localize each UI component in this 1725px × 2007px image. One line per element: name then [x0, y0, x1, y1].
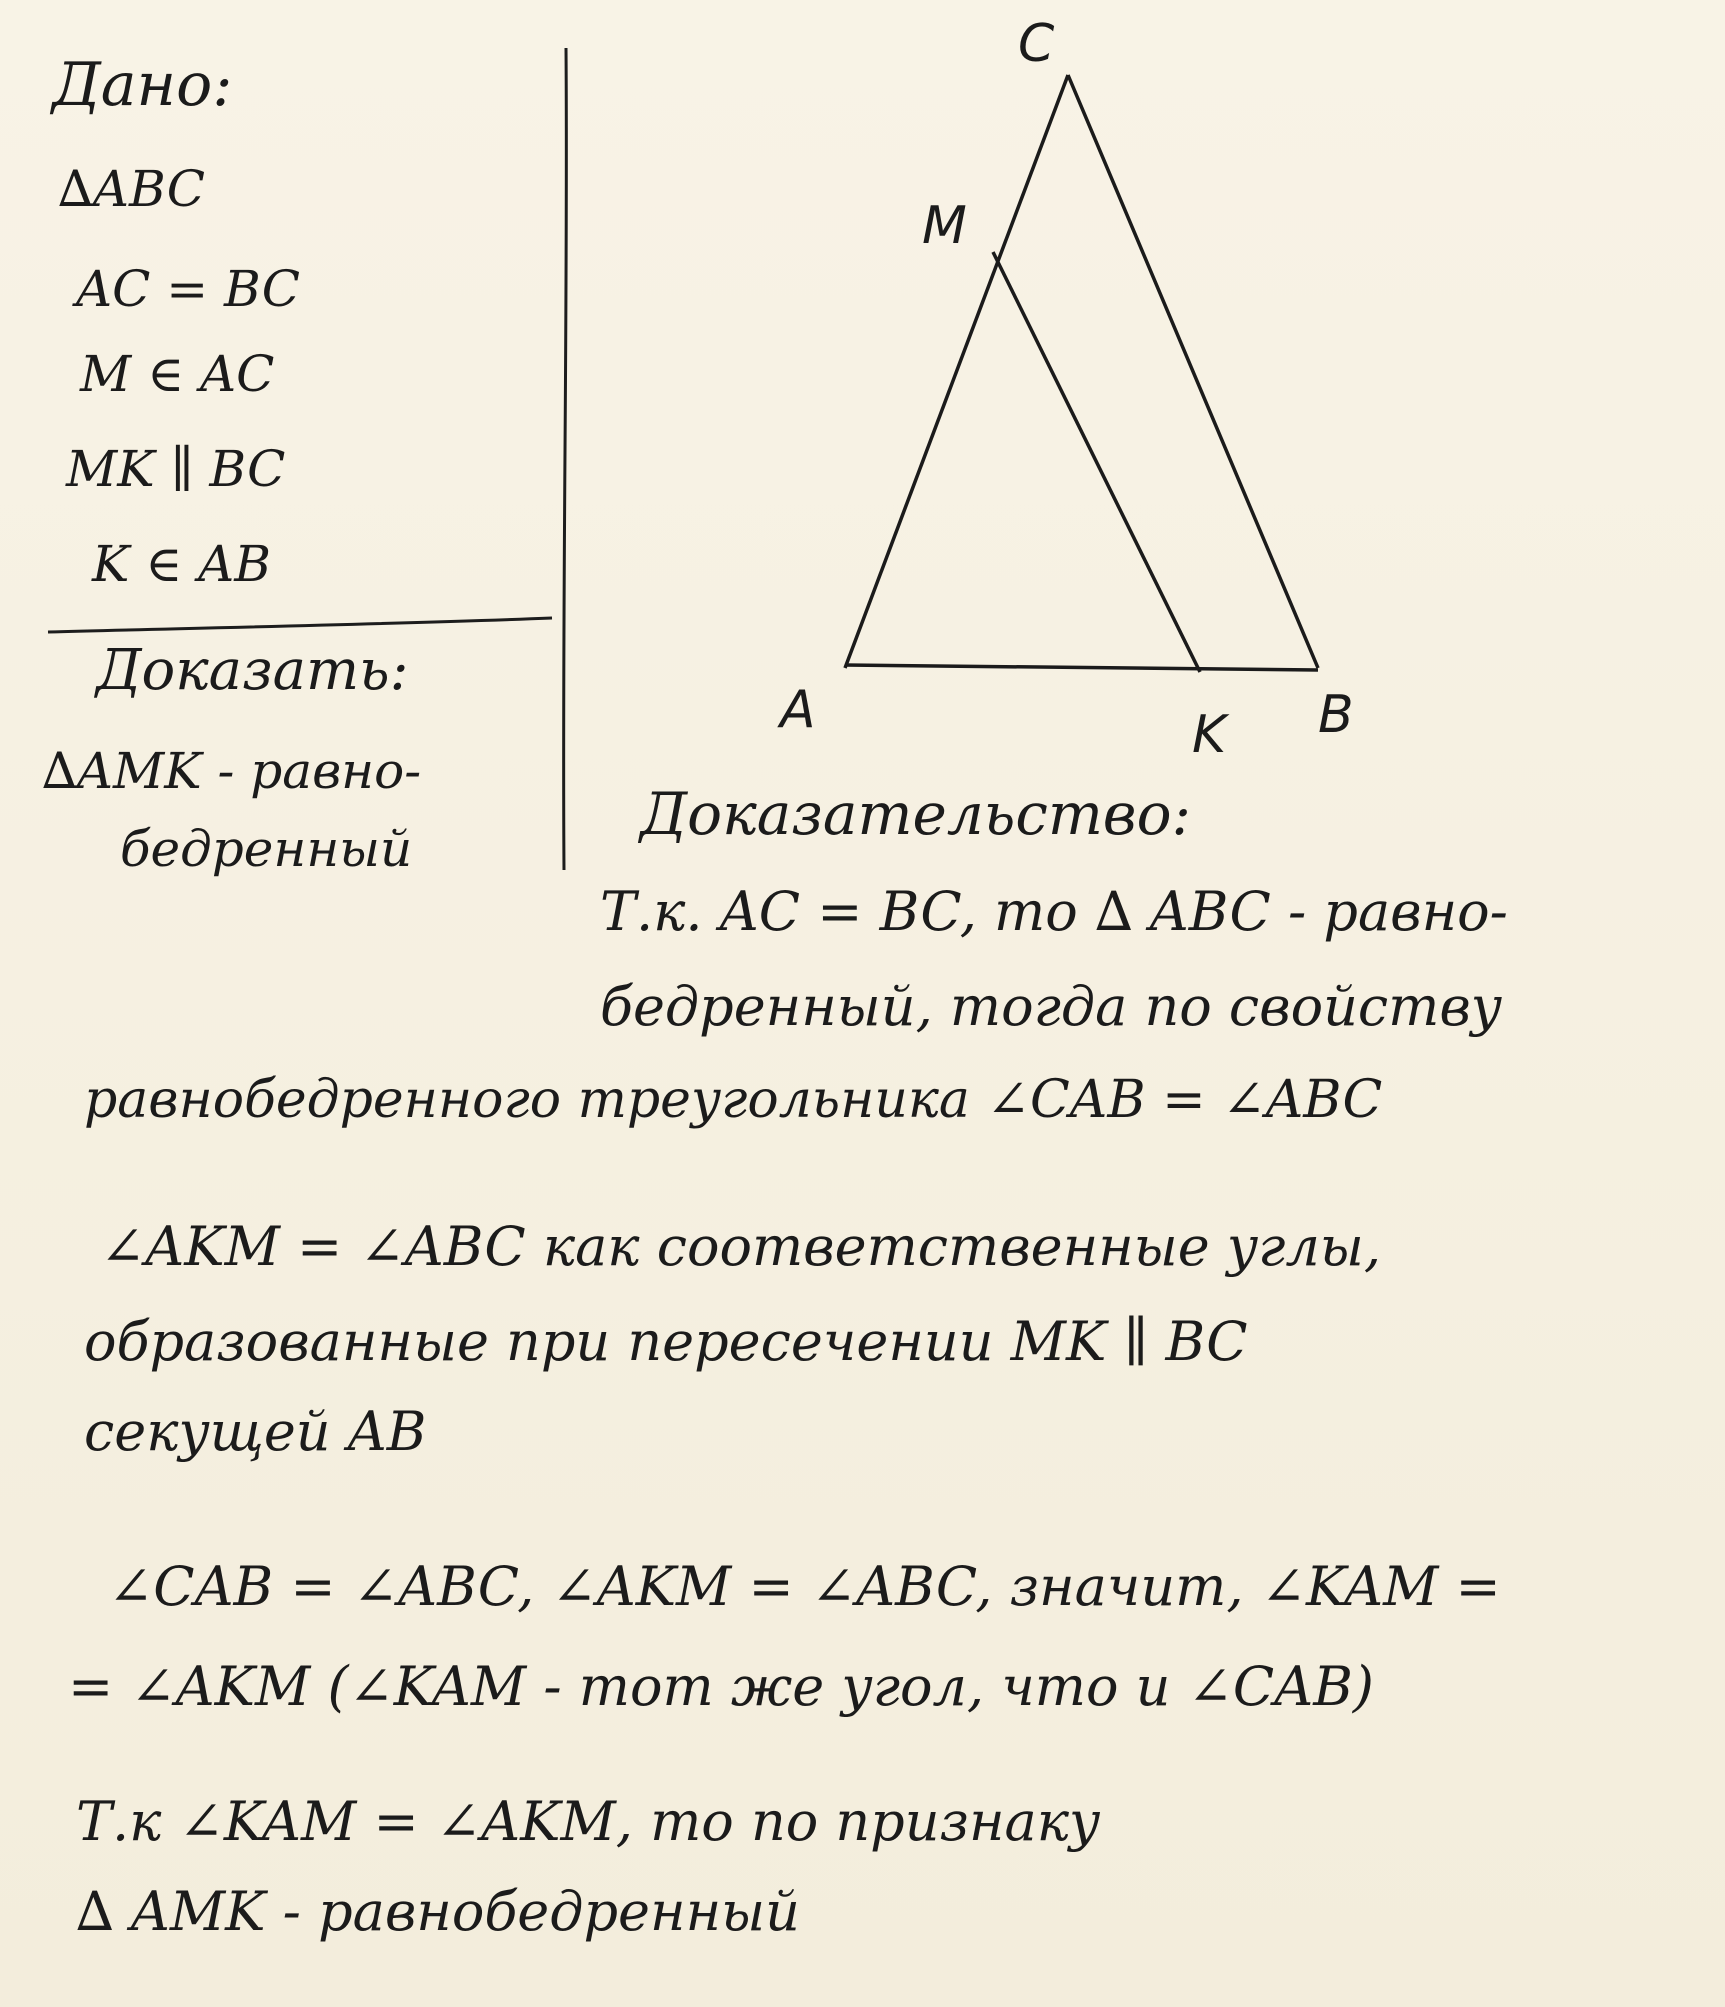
proof-line-2: бедренный, тогда по свойству: [600, 975, 1503, 1038]
proof-line-7: ∠CAB = ∠ABC, ∠AKM = ∠ABC, значит, ∠KAM =: [108, 1555, 1501, 1618]
given-item-parallel: MK ∥ BC: [66, 440, 286, 498]
given-item-triangle: ∆ABC: [58, 160, 205, 218]
proof-line-9: Т.к ∠KAM = ∠AKM, то по признаку: [76, 1790, 1101, 1853]
prove-line-1: ∆AMK - равно-: [42, 742, 422, 800]
vertex-label-k: K: [1192, 705, 1227, 765]
vertex-label-c: C: [1018, 14, 1055, 74]
prove-heading: Доказать:: [96, 638, 409, 703]
proof-line-1: Т.к. AC = BC, то ∆ ABC - равно-: [600, 880, 1508, 943]
side-ac: [845, 75, 1068, 668]
vertex-label-m: M: [922, 196, 967, 256]
proof-line-3: равнобедренного треугольника ∠CAB = ∠ABC: [84, 1070, 1383, 1130]
given-heading: Дано:: [52, 50, 233, 120]
proof-line-8: = ∠AKM (∠KAM - тот же угол, что и ∠CAB): [68, 1655, 1374, 1718]
proof-line-5: образованные при пересечении MK ∥ BC: [84, 1310, 1248, 1373]
vertex-label-b: B: [1318, 685, 1354, 745]
given-item-sides: AC = BC: [76, 260, 300, 318]
side-bc: [1068, 75, 1318, 668]
proof-line-10: ∆ AMK - равнобедренный: [76, 1880, 800, 1943]
given-item-m-on-ac: M ∈ AC: [80, 345, 275, 403]
prove-line-2: бедренный: [120, 820, 413, 878]
side-ab: [845, 665, 1318, 670]
proof-line-6: секущей AB: [84, 1400, 427, 1463]
given-item-k-on-ab: K ∈ AB: [92, 535, 272, 593]
proof-heading: Доказательство:: [640, 780, 1192, 848]
vertex-label-a: A: [780, 680, 816, 740]
proof-line-4: ∠AKM = ∠ABC как соответственные углы,: [100, 1215, 1381, 1278]
